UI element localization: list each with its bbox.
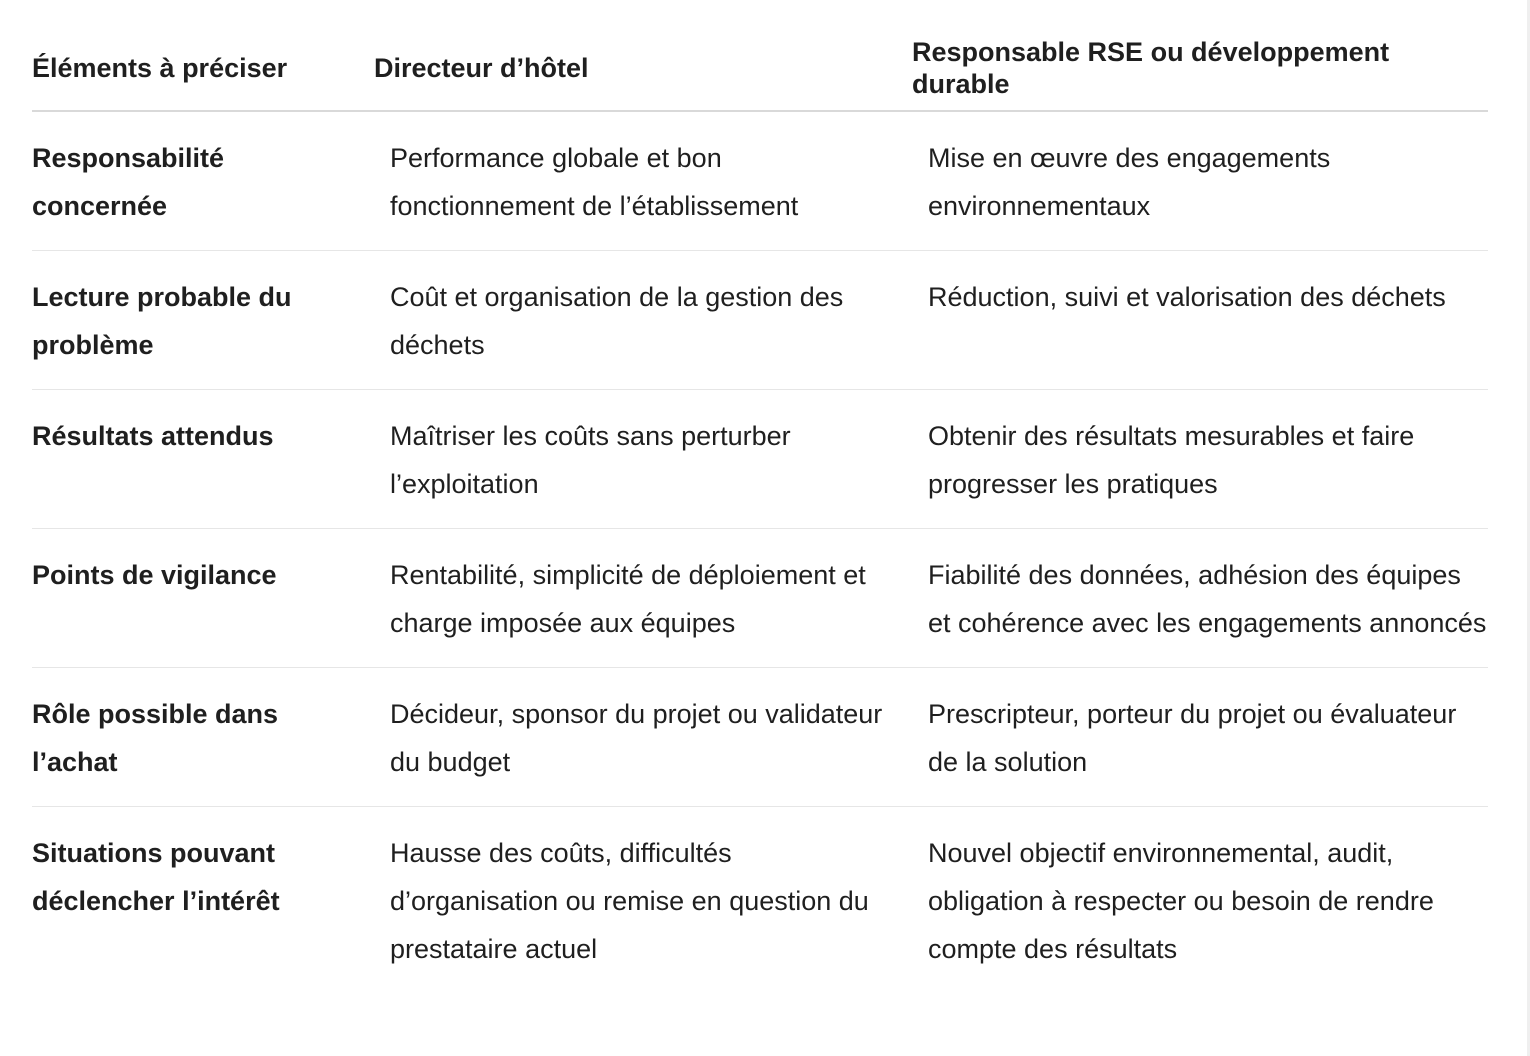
- table-row: [32, 807, 1488, 994]
- rse-cell: Réduction, suivi et valorisation des déchets: [912, 251, 1488, 390]
- table-header: [32, 26, 1488, 111]
- header-director: Directeur d’hôtel: [374, 26, 912, 111]
- director-cell: Hausse des coûts, difficultés d’organisation ou remise en question du prestataire actuel: [390, 838, 869, 964]
- comparison-table-container: [32, 26, 1488, 993]
- director-cell: Coût et organisation de la gestion des déchets: [374, 251, 912, 390]
- director-cell: Maîtriser les coûts sans perturber l’exploitation: [374, 390, 912, 529]
- header-rse: Responsable RSE ou développement durable: [912, 26, 1488, 111]
- rse-cell: Mise en œuvre des engagements environnementaux: [912, 111, 1488, 251]
- table-body: [32, 111, 1488, 993]
- rse-cell: Nouvel objectif environnemental, audit, obligation à respecter ou besoin de rendre compte des résultats: [928, 838, 1434, 964]
- rse-cell: Prescripteur, porteur du projet ou évaluateur de la solution: [912, 668, 1488, 807]
- row-label: Points de vigilance: [32, 529, 374, 668]
- row-label: Rôle possible dans l’achat: [32, 668, 374, 807]
- table-row: [32, 529, 1488, 668]
- director-cell: Décideur, sponsor du projet ou validateur du budget: [374, 668, 912, 807]
- row-label: Résultats attendus: [32, 390, 374, 529]
- rse-cell: Fiabilité des données, adhésion des équipes et cohérence avec les engagements annoncés: [912, 529, 1488, 668]
- table-row: [32, 251, 1488, 390]
- header-row: [32, 26, 1488, 111]
- row-label: Lecture probable du problème: [32, 251, 374, 390]
- director-cell: Performance globale et bon fonctionnement de l’établissement: [374, 111, 912, 251]
- director-cell: Rentabilité, simplicité de déploiement et charge imposée aux équipes: [374, 529, 912, 668]
- table-row: [32, 390, 1488, 529]
- comparison-table: [32, 26, 1488, 993]
- table-row: [32, 668, 1488, 807]
- header-elements: Éléments à préciser: [32, 26, 374, 111]
- table-row: [32, 111, 1488, 251]
- row-label: Responsabilité concernée: [32, 111, 374, 251]
- rse-cell: Obtenir des résultats mesurables et faire progresser les pratiques: [912, 390, 1488, 529]
- row-label: Situations pouvant déclencher l’intérêt: [32, 838, 280, 916]
